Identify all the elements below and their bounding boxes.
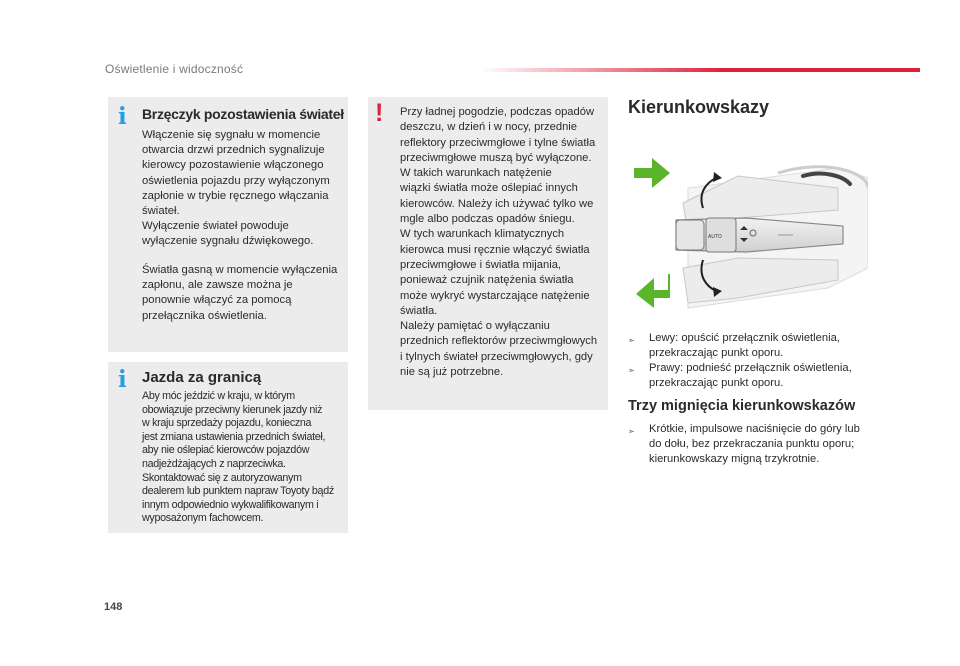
left-indicator-arrow-icon — [632, 270, 672, 310]
exclamation-icon: ! — [375, 99, 384, 127]
buzzer-box-paragraph-1: Włączenie się sygnału w momencie otwarcia drzwi przednich sygnalizuje kierowcy pozostawienie włączonego oświetlenia pojazdu przy wyłączonym zapłonie w trybie ręcznego włączania świateł. Wyłączenie świateł powoduje wyłączenie sygnału dźwiękowego. — [142, 129, 330, 248]
abroad-box-text: Aby móc jeździć w kraju, w którym obowiązuje przeciwny kierunek jazdy niż w kraju sprzedaży pojazdu, konieczna jest zmiana ustawienia przednich świateł, aby nie oślepiać kierowców pojazdów nadjeżdżających z naprzeciwka. Skontaktować się z autoryzowanym dealerem lub punktem napraw Toyoty bądź innym odpowiednio wykwalifikowanym i wyposażonym fachowcem. — [142, 390, 334, 525]
info-icon: i — [118, 103, 127, 130]
abroad-box-title: Jazda za granicą — [142, 369, 262, 386]
header-accent-line — [480, 68, 920, 72]
warning-box-text: Przy ładnej pogodzie, podczas opadów deszczu, w dzień i w nocy, przednie reflektory przeciwmgłowe i tylne światła przeciwmgłowe muszą być wyłączone. W takich warunkach natężenie wiązki światła może oślepiać innych kierowców. Należy ich używać tylko we mgle albo podczas opadów śniegu. W tych warunkach klimatycznych kierowca musi ręcznie włączyć światła przeciwmgłowe i światła mijania, ponieważ czujnik natężenia światła może wykryć wystarczające natężenie światła. Należy pamiętać o wyłączaniu przednich reflektorów przeciwmgłowych i tylnych świateł przeciwmgłowych, gdy nie są już potrzebne. — [400, 106, 598, 379]
right-indicator-arrow-icon — [632, 156, 672, 190]
bullet-marker: ➣ — [628, 427, 635, 436]
turn-signal-stalk-illustration — [628, 148, 868, 318]
buzzer-info-box — [108, 97, 348, 352]
fog-lights-warning-box — [368, 97, 608, 410]
buzzer-box-title: Brzęczyk pozostawienia świateł — [142, 106, 344, 122]
info-icon: i — [118, 366, 127, 393]
right-indicator-instruction: Prawy: podnieść przełącznik oświetlenia, przekraczając punkt oporu. — [649, 362, 852, 390]
bullet-marker: ➣ — [628, 366, 635, 375]
page-number: 148 — [104, 601, 123, 613]
abroad-info-box — [108, 362, 348, 533]
three-flashes-heading: Trzy mignięcia kierunkowskazów — [628, 398, 856, 414]
buzzer-box-paragraph-2: Światła gasną w momencie wyłączenia zapłonu, ale zawsze można je ponownie włączyć za pomocą przełącznika oświetlenia. — [142, 264, 338, 322]
indicators-heading: Kierunkowskazy — [628, 97, 770, 117]
auto-label: AUTO — [708, 234, 722, 240]
three-flashes-instruction: Krótkie, impulsowe naciśnięcie do góry lub do dołu, bez przekraczania punktu oporu; kierunkowskazy migną trzykrotnie. — [649, 423, 860, 466]
section-header: Oświetlenie i widoczność — [105, 62, 244, 76]
left-indicator-instruction: Lewy: opuścić przełącznik oświetlenia, przekraczając punkt oporu. — [649, 332, 840, 360]
bullet-marker: ➣ — [628, 336, 635, 345]
